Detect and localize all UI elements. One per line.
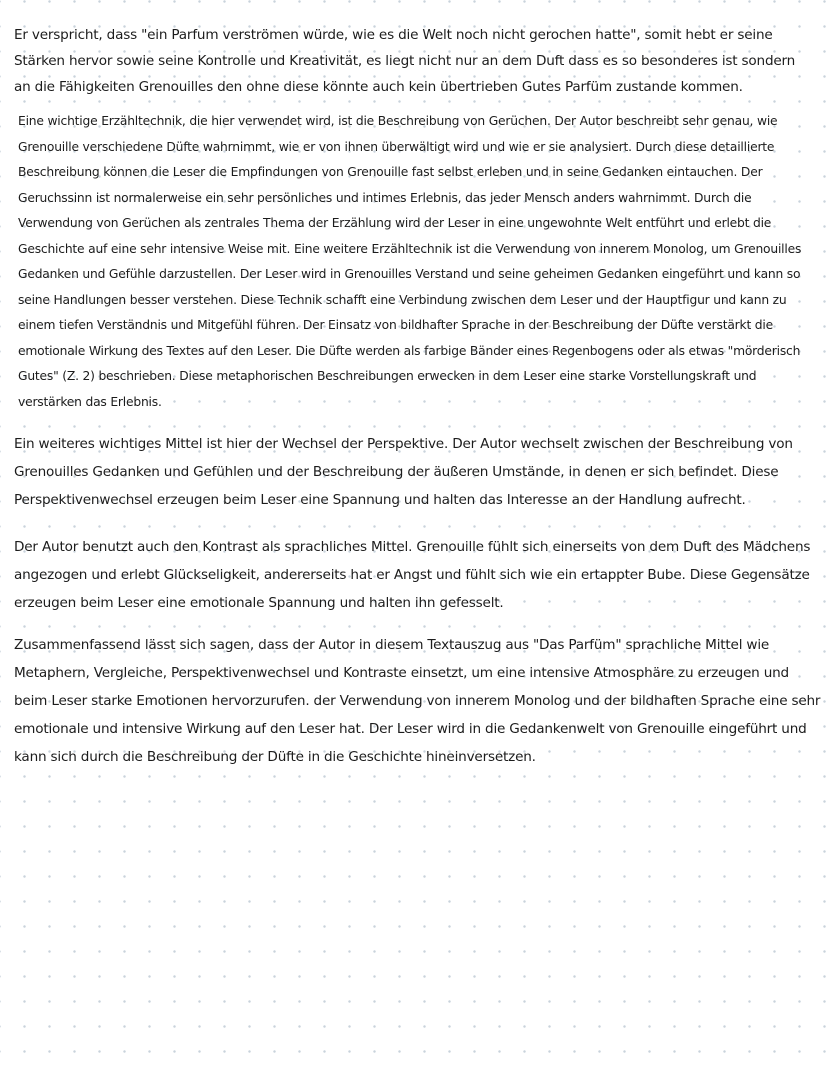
paragraph-perspective: Ein weiteres wichtiges Mittel ist hier der Wechsel der Perspektive. Der Autor wechselt zwischen der Beschreibung von Grenouilles Gedanken und Gefühlen und der Beschreibung der äußeren Umstände, in denen er sich befindet. Diese Perspektivenwechsel erzeugen beim Leser eine Spannung und halten das Interesse an der Handlung aufrecht. (14, 436, 793, 508)
paragraph-contrast: Der Autor benutzt auch den Kontrast als sprachliches Mittel. Grenouille fühlt sich einerseits von dem Duft des Mädchens angezogen und erlebt Glückseligkeit, andererseits hat er Angst und fühlt sich wie ein ertappter Bube. Diese Gegensätze erzeugen beim Leser eine emotionale Spannung und halten ihn gefesselt. (14, 539, 811, 611)
paragraph-conclusion: Zusammenfassend lässt sich sagen, dass der Autor in diesem Textauszug aus "Das Parfüm" sprachliche Mittel wie Metaphern, Vergleiche, Perspektivenwechsel und Kontraste einsetzt, um eine intensive Atmosphäre zu erzeugen und beim Leser starke Emotionen hervorzurufen. der Verwendung von innerem Monolog und der bildhaften Sprache eine sehr emotionale und intensive Wirkung auf den Leser hat. Der Leser wird in die Gedankenwelt von Grenouille eingeführt und kann sich durch die Beschreibung der Düfte in die Geschichte hineinversetzen. (14, 637, 821, 765)
paragraph-narrative-techniques: Eine wichtige Erzähltechnik, die hier verwendet wird, ist die Beschreibung von Gerüchen. Der Autor beschreibt sehr genau, wie Grenouille verschiedene Düfte wahrnimmt, wie er von ihnen überwältigt wird und wie er sie analysiert. Durch diese detaillierte Beschreibung können die Leser die Empfindungen von Grenouille fast selbst erleben und in seine Gedanken eintauchen. Der Geruchssinn ist normalerweise ein sehr persönliches und intimes Erlebnis, das jeder Mensch anders wahrnimmt. Durch die Verwendung von Gerüchen als zentrales Thema der Erzählung wird der Leser in eine ungewohnte Welt entführt und erlebt die Geschichte auf eine sehr intensive Weise mit. Eine weitere Erzähltechnik ist die Verwendung von innerem Monolog, um Grenouilles Gedanken und Gefühle darzustellen. Der Leser wird in Grenouilles Verstand und seine geheimen Gedanken eingeführt und kann so seine Handlungen besser verstehen. Diese Technik schafft eine Verbindung zwischen dem Leser und der Hauptfigur und kann zu einem tiefen Verständnis und Mitgefühl führen. Der Einsatz von bildhafter Sprache in der Beschreibung der Düfte verstärkt die emotionale Wirkung des Textes auf den Leser. Die Düfte werden als farbige Bänder eines Regenbogens oder als etwas "mörderisch Gutes" (Z. 2) beschrieben. Diese metaphorischen Beschreibungen erwecken in dem Leser eine starke Vorstellungskraft und verstärken das Erlebnis. (18, 114, 802, 409)
paragraph-promise: Er verspricht, dass "ein Parfum verströmen würde, wie es die Welt noch nicht gerochen hatte", somit hebt er seine Stärken hervor sowie seine Kontrolle und Kreativität, es liegt nicht nur an dem Duft dass es so besonderes ist sondern an die Fähigkeiten Grenouilles den ohne diese könnte auch kein übertrieben Gutes Parfüm zustande kommen. (14, 27, 796, 95)
